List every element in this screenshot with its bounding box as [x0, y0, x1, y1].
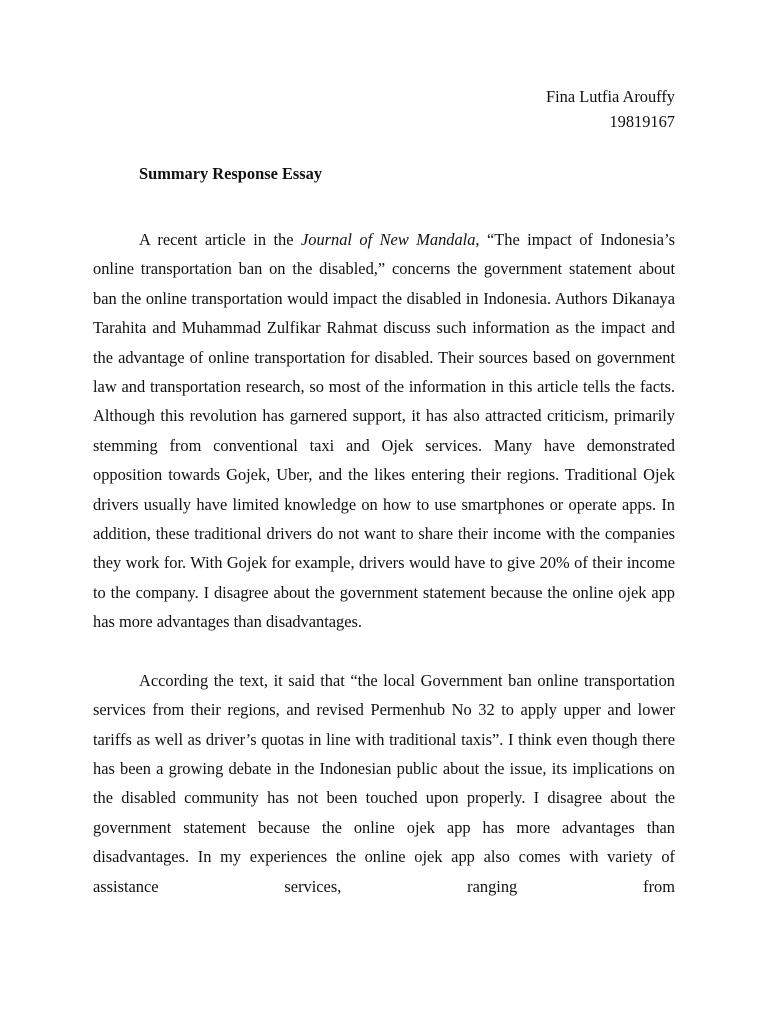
- paragraph-1-body: , “The impact of Indonesia’s online transportation ban on the disabled,” concerns the government statement about ban the online transportation would impact the disabled in Indonesia. Authors Dikanaya Tarahita and Muhammad Zulfikar Rahmat discuss such information as the impact and the advantage of online transportation for disabled. Their sources based on government law and transportation research, so most of the information in this article tells the facts. Although this revolution has garnered support, it has also attracted criticism, primarily stemming from conventional taxi and Ojek services. Many have demonstrated opposition towards Gojek, Uber, and the likes entering their regions. Traditional Ojek drivers usually have limited knowledge on how to use smartphones or operate apps. In addition, these traditional drivers do not want to share their income with the companies they work for. With Gojek for example, drivers would have to give 20% of their income to the company. I disagree about the government statement because the online ojek app has more advantages than disadvantages.: [93, 230, 675, 632]
- paragraph-2: According the text, it said that “the local Government ban online transportation services from their regions, and revised Permenhub No 32 to apply upper and lower tariffs as well as driver’s quotas in line with traditional taxis”. I think even though there has been a growing debate in the Indonesian public about the issue, its implications on the disabled community has not been touched upon properly. I disagree about the government statement because the online ojek app has more advantages than disadvantages. In my experiences the online ojek app also comes with variety of assistance services, ranging from: [93, 670, 675, 896]
- student-id: 19819167: [609, 112, 675, 131]
- author-name: Fina Lutfia Arouffy: [546, 87, 675, 106]
- essay-title: Summary Response Essay: [139, 164, 323, 183]
- essay-page: [93, 84, 675, 901]
- author-block: [93, 84, 675, 134]
- paragraph-1-intro: A recent article in the: [139, 230, 301, 249]
- journal-name: Journal of New Mandala: [300, 230, 476, 249]
- paragraph-1: [93, 225, 675, 637]
